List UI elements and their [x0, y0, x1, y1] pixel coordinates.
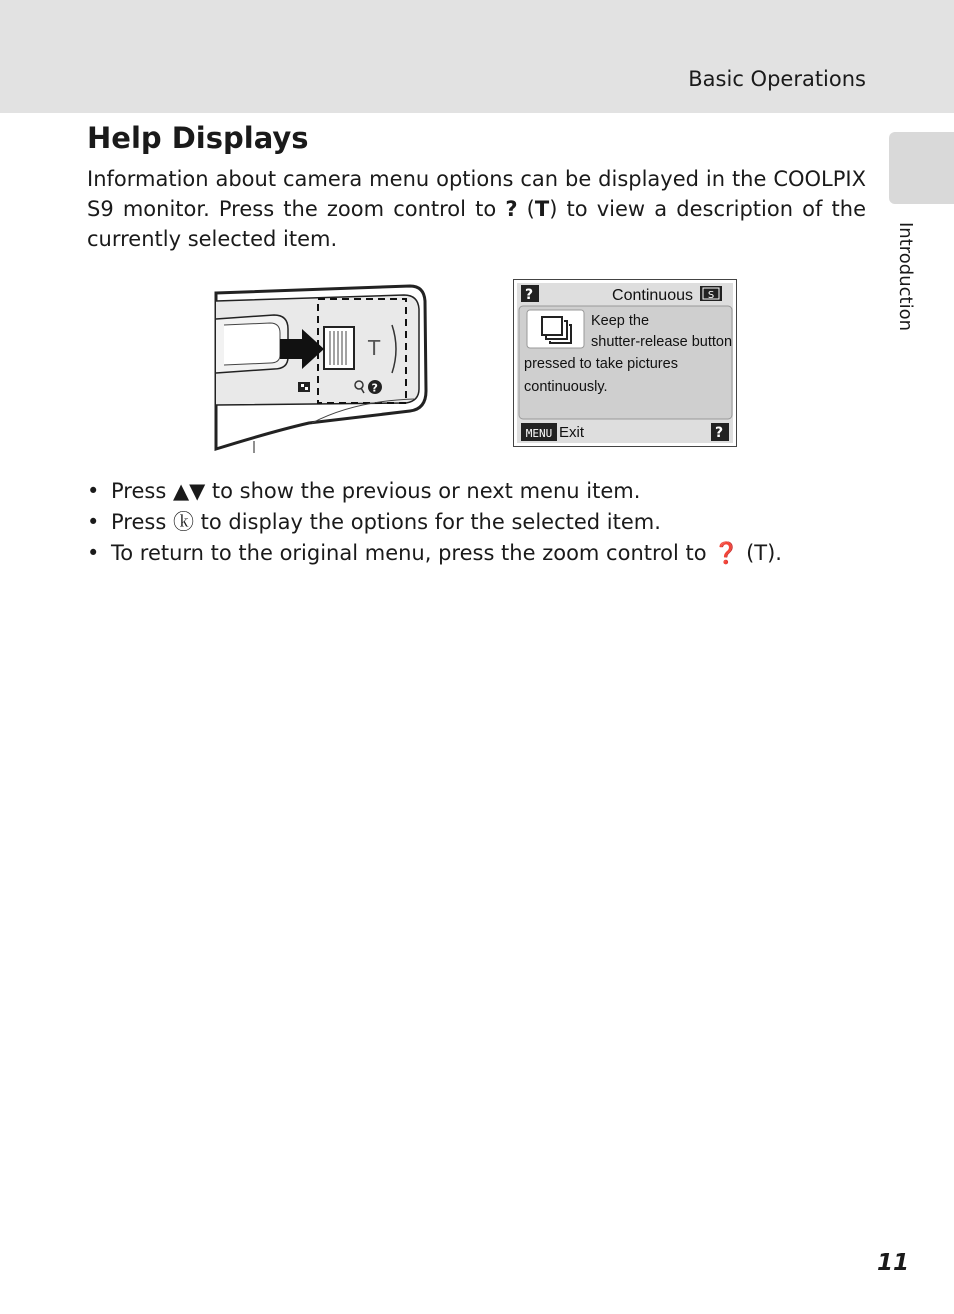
- svg-text:?: ?: [525, 287, 534, 303]
- svg-text:?: ?: [715, 425, 724, 441]
- side-tab-label-wrap: [880, 222, 930, 342]
- tele-icon: T: [534, 197, 550, 221]
- section-label: Basic Operations: [688, 67, 866, 91]
- help-icon: ?: [505, 197, 518, 221]
- menu-button-label: MENU: [525, 427, 553, 440]
- side-tab: [889, 132, 954, 204]
- exit-label: Exit: [559, 424, 585, 441]
- description-line-3: pressed to take pictures: [524, 356, 678, 372]
- svg-text:?: ?: [371, 381, 378, 395]
- list-item: • Press ⓚ to display the options for the selected item.: [87, 507, 867, 538]
- zoom-lever: [324, 327, 354, 369]
- description-line-4: continuously.: [524, 379, 608, 395]
- intro-text-3: ) to view a description of the currently selected item.: [87, 197, 866, 251]
- description-line-2: shutter-release button: [591, 334, 733, 350]
- page-number: 11: [876, 1250, 909, 1276]
- list-item: • Press ▲▼ to show the previous or next menu item.: [87, 476, 867, 507]
- zoom-control-illustration: [214, 281, 429, 453]
- side-tab-label: Introduction: [895, 222, 916, 332]
- intro-text-2: (: [517, 197, 535, 221]
- menu-name: Continuous: [612, 287, 693, 304]
- description-line-1: Keep the: [591, 313, 650, 329]
- intro-paragraph: [87, 164, 866, 254]
- help-screen: [513, 279, 737, 447]
- tele-mark: T: [368, 336, 381, 360]
- intro-text-1: Information about camera menu options can be displayed in the COOLPIX S9 monitor. Press the zoom control to: [87, 167, 866, 221]
- mode-badge-label: S: [707, 290, 715, 301]
- list-item: • To return to the original menu, press the zoom control to ❓ (T).: [87, 538, 867, 569]
- page-title: Help Displays: [87, 121, 309, 155]
- bullet-list: [87, 476, 867, 569]
- header-band: [0, 0, 954, 113]
